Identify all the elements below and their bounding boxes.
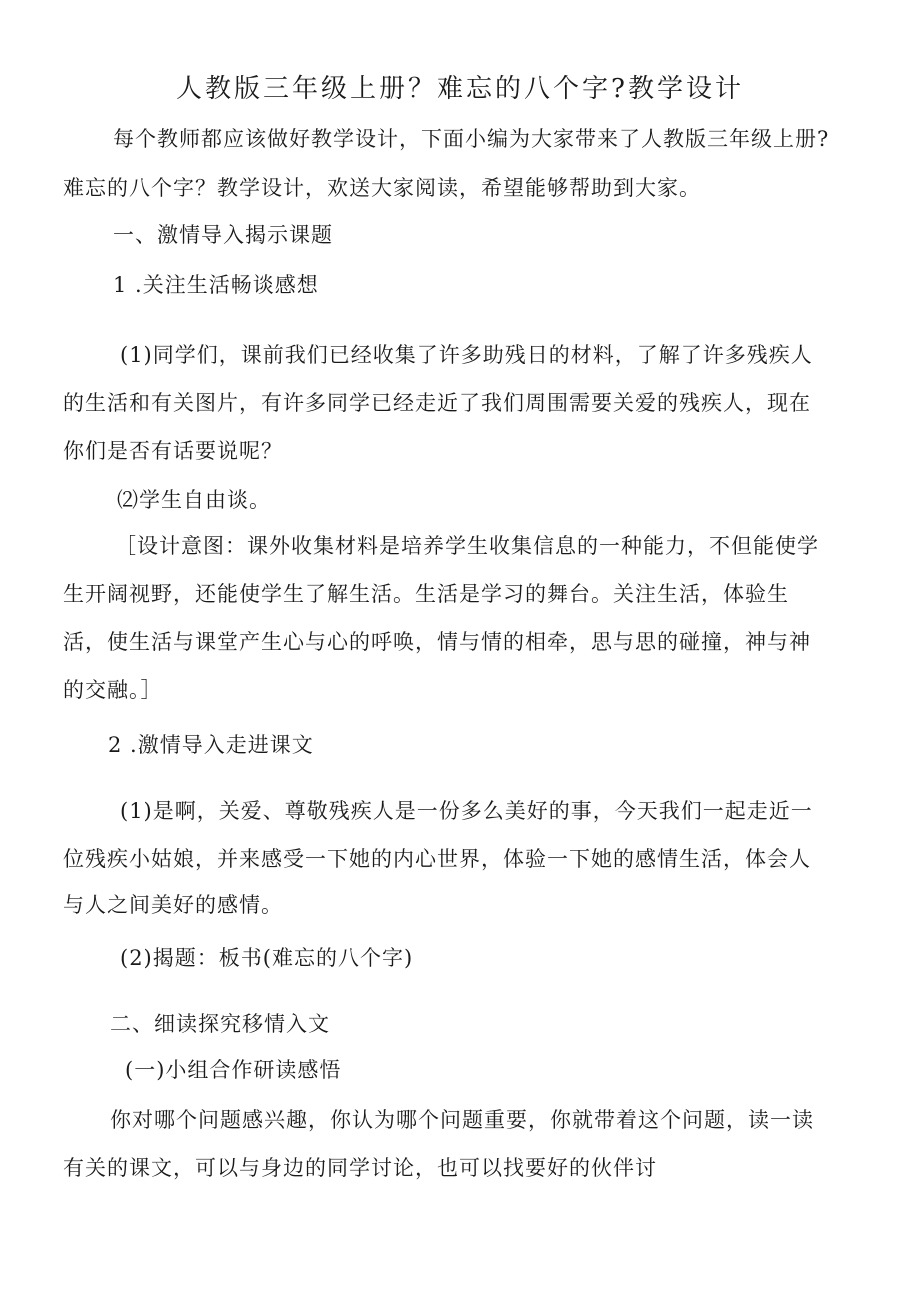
paragraph-line: 你对哪个问题感兴趣，你认为哪个问题重要，你就带着这个问题，读一读 (110, 1108, 814, 1132)
paragraph-line: ⑵学生自由谈。 (117, 488, 271, 512)
paragraph-line: 你们是否有话要说呢？ (63, 439, 283, 463)
paragraph-line: ［设计意图：课外收集材料是培养学生收集信息的一种能力，不但能使学 (115, 534, 819, 558)
subsection-heading: 2 .激情导入走进课文 (108, 733, 314, 757)
paragraph-line: 每个教师都应该做好教学设计，下面小编为大家带来了人教版三年级上册? (113, 127, 830, 151)
paragraph-line: 活，使生活与课堂产生心与心的呼唤，情与情的相牵，思与思的碰撞，神与神 (63, 630, 811, 654)
paragraph-line: 生开阔视野，还能使学生了解生活。生活是学习的舞台。关注生活，体验生 (63, 582, 789, 606)
section-heading: 一、激情导入揭示课题 (113, 223, 333, 247)
paragraph-line: 的生活和有关图片，有许多同学已经走近了我们周围需要关爱的残疾人，现在 (63, 391, 811, 415)
section-heading: 二、细读探究移情入文 (110, 1012, 330, 1036)
paragraph-line: 的交融。］ (63, 678, 163, 702)
paragraph-line: 位残疾小姑娘，并来感受一下她的内心世界，体验一下她的感情生活，体会人 (63, 847, 811, 871)
paragraph-line: (2)揭题：板书(难忘的八个字) (120, 946, 414, 970)
document-title: 人教版三年级上册？难忘的八个字?教学设计 (176, 74, 744, 104)
subsection-heading: 1 .关注生活畅谈感想 (113, 273, 319, 297)
paragraph-line: 与人之间美好的感情。 (63, 893, 283, 917)
paragraph-line: 难忘的八个字？教学设计，欢送大家阅读，希望能够帮助到大家。 (63, 176, 701, 200)
paragraph-line: (1)是啊，关爱、尊敬残疾人是一份多么美好的事，今天我们一起走近一 (120, 799, 813, 823)
subsection-heading: (一)小组合作研读感悟 (125, 1058, 342, 1082)
paragraph-line: (1)同学们，课前我们已经收集了许多助残日的材料，了解了许多残疾人 (120, 343, 813, 367)
paragraph-line: 有关的课文，可以与身边的同学讨论，也可以找要好的伙伴讨 (63, 1156, 657, 1180)
